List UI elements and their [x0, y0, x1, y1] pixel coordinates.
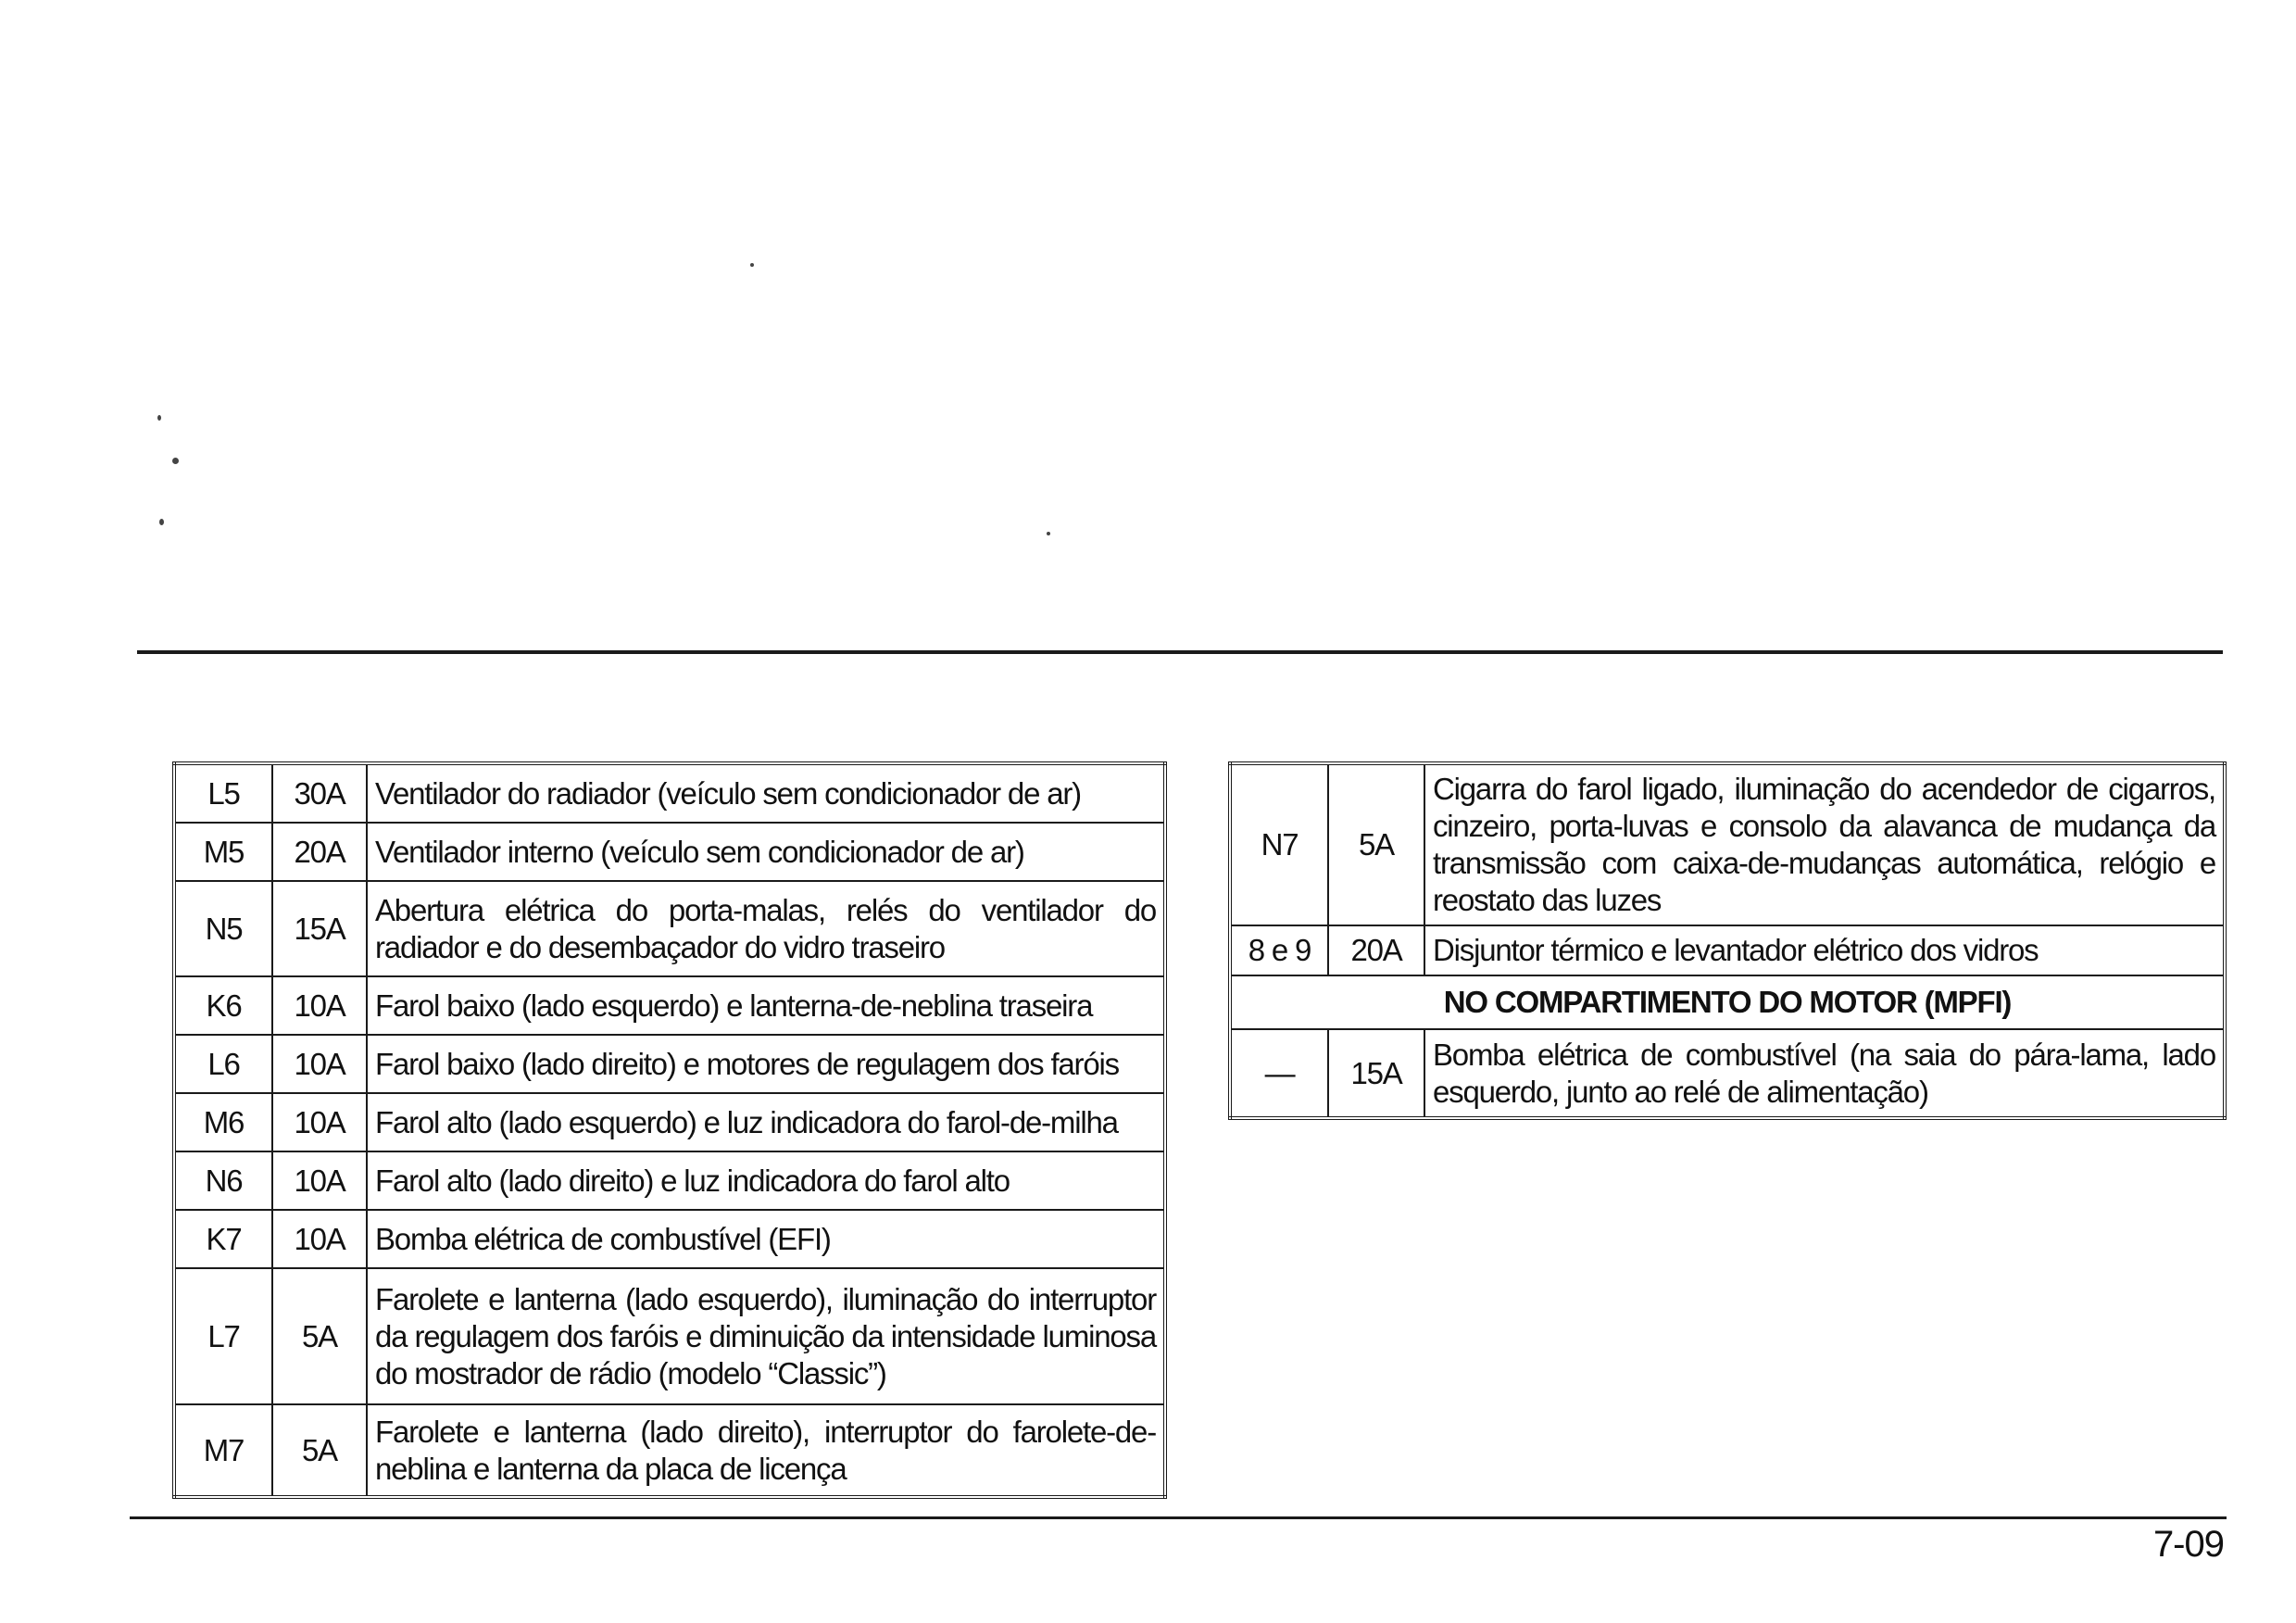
fuse-amperage: 20A: [272, 823, 367, 881]
scan-speck: [157, 415, 161, 421]
scan-speck: [1047, 532, 1050, 535]
fuse-code: K7: [174, 1210, 272, 1268]
fuse-code: —: [1230, 1029, 1328, 1118]
table-row: [174, 1035, 1165, 1093]
fuse-amperage: 10A: [272, 1151, 367, 1210]
table-row: [174, 1404, 1165, 1497]
fuse-code: L7: [174, 1268, 272, 1404]
bottom-rule: [130, 1516, 2227, 1519]
table-row: [174, 976, 1165, 1035]
fuse-code: K6: [174, 976, 272, 1035]
fuse-description: Disjuntor térmico e levantador elétrico dos vidros: [1424, 925, 2225, 975]
fuse-amperage: 5A: [272, 1404, 367, 1497]
section-row: [1230, 975, 2225, 1029]
fuse-code: M6: [174, 1093, 272, 1151]
scan-speck: [172, 458, 179, 464]
fuse-amperage: 10A: [272, 976, 367, 1035]
fuse-amperage: 15A: [1328, 1029, 1424, 1118]
fuse-description: Cigarra do farol ligado, iluminação do acendedor de cigarros, cinzeiro, porta-luvas e consolo da alavanca de mudança da transmissão com caixa-de-mudanças automática, relógio e reostato das luzes: [1424, 763, 2225, 925]
scan-speck: [750, 263, 754, 267]
scan-speck: [159, 519, 164, 525]
table-row: [174, 1210, 1165, 1268]
fuse-code: N5: [174, 881, 272, 976]
section-heading: NO COMPARTIMENTO DO MOTOR (MPFI): [1230, 975, 2225, 1029]
top-rule: [137, 650, 2223, 654]
fuse-code: N7: [1230, 763, 1328, 925]
fuse-description: Ventilador interno (veículo sem condicionador de ar): [367, 823, 1165, 881]
fuse-amperage: 10A: [272, 1093, 367, 1151]
fuse-code: M5: [174, 823, 272, 881]
table-row: [174, 1151, 1165, 1210]
fuse-code: 8 e 9: [1230, 925, 1328, 975]
fuse-amperage: 5A: [1328, 763, 1424, 925]
table-row: [174, 763, 1165, 823]
table-row: [1230, 763, 2225, 925]
fuse-description: Ventilador do radiador (veículo sem condicionador de ar): [367, 763, 1165, 823]
fuse-code: L5: [174, 763, 272, 823]
table-row: [1230, 1029, 2225, 1118]
fuse-code: M7: [174, 1404, 272, 1497]
fuse-amperage: 20A: [1328, 925, 1424, 975]
fuse-description: Farolete e lanterna (lado esquerdo), iluminação do interruptor da regulagem dos faróis e diminuição da intensidade luminosa do mostrador de rádio (modelo “Classic”): [367, 1268, 1165, 1404]
table-row: [174, 881, 1165, 976]
fuse-description: Bomba elétrica de combustível (EFI): [367, 1210, 1165, 1268]
fuse-description: Bomba elétrica de combustível (na saia do pára-lama, lado esquerdo, junto ao relé de alimentação): [1424, 1029, 2225, 1118]
table-row: [174, 1268, 1165, 1404]
fuse-amperage: 30A: [272, 763, 367, 823]
fuse-table-left: [172, 761, 1167, 1499]
fuse-code: L6: [174, 1035, 272, 1093]
page-number: 7-09: [2152, 1524, 2224, 1565]
fuse-description: Farolete e lanterna (lado direito), interruptor do farolete-de-neblina e lanterna da placa de licença: [367, 1404, 1165, 1497]
fuse-amperage: 15A: [272, 881, 367, 976]
fuse-code: N6: [174, 1151, 272, 1210]
table-row: [174, 1093, 1165, 1151]
fuse-description: Farol alto (lado direito) e luz indicadora do farol alto: [367, 1151, 1165, 1210]
fuse-amperage: 5A: [272, 1268, 367, 1404]
fuse-amperage: 10A: [272, 1210, 367, 1268]
fuse-table-right: [1228, 761, 2227, 1120]
fuse-amperage: 10A: [272, 1035, 367, 1093]
fuse-description: Farol baixo (lado direito) e motores de regulagem dos faróis: [367, 1035, 1165, 1093]
table-row: [1230, 925, 2225, 975]
fuse-description: Farol alto (lado esquerdo) e luz indicadora do farol-de-milha: [367, 1093, 1165, 1151]
fuse-description: Abertura elétrica do porta-malas, relés do ventilador do radiador e do desembaçador do vidro traseiro: [367, 881, 1165, 976]
fuse-description: Farol baixo (lado esquerdo) e lanterna-de-neblina traseira: [367, 976, 1165, 1035]
table-row: [174, 823, 1165, 881]
